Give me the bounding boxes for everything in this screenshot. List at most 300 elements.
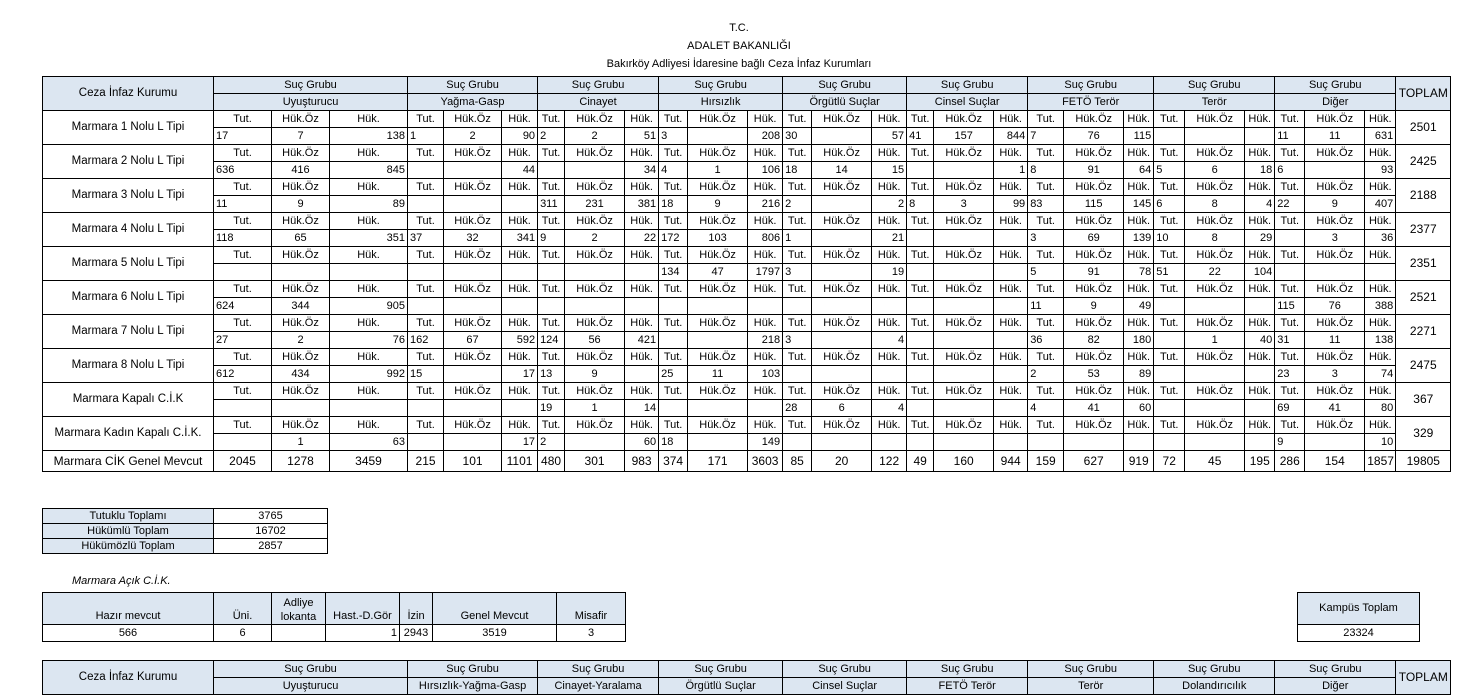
sub-header-1: Hük.Öz [444, 281, 502, 298]
value-cell: 40 [1245, 332, 1275, 349]
value-cell: 76 [330, 332, 408, 349]
row-institution-name: Marmara 8 Nolu L Tipi [43, 349, 214, 383]
row-institution-name: Marmara 1 Nolu L Tipi [43, 111, 214, 145]
value-cell [408, 264, 444, 281]
row-total: 329 [1396, 417, 1451, 451]
kampus-table [1297, 592, 1420, 642]
value-cell: 44 [502, 162, 538, 179]
value-cell: 2 [565, 128, 625, 145]
sub-header-1: Hük.Öz [565, 247, 625, 264]
sub-header-1: Hük.Öz [934, 417, 994, 434]
sub-header-1: Hük.Öz [1064, 213, 1124, 230]
value-cell [1185, 400, 1245, 417]
value-cell: 9 [688, 196, 748, 213]
group-header-label: Suç Grubu [783, 77, 907, 94]
value-cell [1365, 264, 1396, 281]
sub-header-0: Tut. [907, 213, 934, 230]
general-value: 154 [1305, 451, 1365, 472]
value-cell: 28 [783, 400, 812, 417]
sub-header-0: Tut. [659, 111, 688, 128]
sub-header-2: Hük. [502, 145, 538, 162]
value-cell: 11 [1275, 128, 1305, 145]
value-cell: 115 [1275, 298, 1305, 315]
row-institution-name: Marmara 7 Nolu L Tipi [43, 315, 214, 349]
sub-header-1: Hük.Öz [272, 145, 330, 162]
value-cell: 624 [214, 298, 272, 315]
value-cell [565, 264, 625, 281]
sub-header-0: Tut. [1275, 247, 1305, 264]
value-cell: 231 [565, 196, 625, 213]
value-cell: 41 [907, 128, 934, 145]
value-cell: 8 [1185, 230, 1245, 247]
value-cell: 2 [272, 332, 330, 349]
group-header-label: Suç Grubu [1028, 661, 1154, 678]
header-tc: T.C. [729, 22, 749, 34]
sub-header-0: Tut. [408, 179, 444, 196]
sub-header-0: Tut. [907, 417, 934, 434]
sub-header-1: Hük.Öz [1305, 111, 1365, 128]
sub-header-2: Hük. [872, 213, 907, 230]
value-cell: 11 [688, 366, 748, 383]
sub-header-1: Hük.Öz [934, 179, 994, 196]
sub-header-2: Hük. [1365, 349, 1396, 366]
sub-header-0: Tut. [1154, 247, 1185, 264]
value-cell: 76 [1064, 128, 1124, 145]
value-cell [688, 332, 748, 349]
value-cell: 218 [748, 332, 783, 349]
value-cell: 14 [812, 162, 872, 179]
sub-header-2: Hük. [872, 315, 907, 332]
value-cell [408, 298, 444, 315]
row-total: 2271 [1396, 315, 1451, 349]
value-cell: 9 [565, 366, 625, 383]
sub-header-1: Hük.Öz [688, 111, 748, 128]
sub-header-0: Tut. [408, 111, 444, 128]
sub-header-0: Tut. [1154, 281, 1185, 298]
general-value: 374 [659, 451, 688, 472]
sub-header-1: Hük.Öz [688, 349, 748, 366]
acik-head-hast: Hast.-D.Gör [326, 593, 400, 625]
sub-header-1: Hük.Öz [565, 179, 625, 196]
value-cell: 18 [1245, 162, 1275, 179]
value-cell: 22 [1275, 196, 1305, 213]
group-header-label: Suç Grubu [408, 77, 538, 94]
general-value: 3459 [330, 451, 408, 472]
acik-val-genel: 3519 [433, 625, 557, 642]
sub-header-2: Hük. [1365, 315, 1396, 332]
value-cell: 1 [688, 162, 748, 179]
general-value: 1101 [502, 451, 538, 472]
value-cell: 631 [1365, 128, 1396, 145]
sub-header-0: Tut. [214, 349, 272, 366]
value-cell: 67 [444, 332, 502, 349]
value-cell [872, 366, 907, 383]
value-cell: 91 [1064, 264, 1124, 281]
group-header-2: Cinayet [538, 94, 659, 111]
value-cell [659, 298, 688, 315]
sub-header-1: Hük.Öz [812, 247, 872, 264]
value-cell: 4 [659, 162, 688, 179]
sub-header-1: Hük.Öz [934, 213, 994, 230]
value-cell: 416 [272, 162, 330, 179]
sub-header-1: Hük.Öz [934, 315, 994, 332]
sub-header-2: Hük. [330, 145, 408, 162]
sub-header-0: Tut. [1028, 111, 1064, 128]
value-cell: 344 [272, 298, 330, 315]
general-value: 159 [1028, 451, 1064, 472]
value-cell [538, 298, 565, 315]
sub-header-2: Hük. [1124, 213, 1154, 230]
sub-header-0: Tut. [1154, 179, 1185, 196]
value-cell [1154, 128, 1185, 145]
general-total: 19805 [1396, 451, 1451, 472]
sub-header-2: Hük. [872, 111, 907, 128]
group-header-0: Uyuşturucu [214, 678, 408, 695]
general-value: 1857 [1365, 451, 1396, 472]
value-cell: 3 [783, 332, 812, 349]
value-cell: 138 [330, 128, 408, 145]
value-cell: 18 [659, 434, 688, 451]
value-cell [1245, 366, 1275, 383]
sub-header-2: Hük. [502, 111, 538, 128]
sub-header-0: Tut. [783, 213, 812, 230]
value-cell [1185, 128, 1245, 145]
sub-header-0: Tut. [1154, 111, 1185, 128]
sub-header-1: Hük.Öz [1185, 179, 1245, 196]
general-value: 286 [1275, 451, 1305, 472]
sub-header-2: Hük. [1365, 383, 1396, 400]
value-cell: 162 [408, 332, 444, 349]
value-cell [783, 366, 812, 383]
sub-header-0: Tut. [907, 145, 934, 162]
sub-header-1: Hük.Öz [1305, 179, 1365, 196]
value-cell: 91 [1064, 162, 1124, 179]
sub-header-1: Hük.Öz [1185, 349, 1245, 366]
value-cell [872, 298, 907, 315]
summary-label: Hükümlü Toplam [43, 524, 214, 539]
sub-header-0: Tut. [907, 281, 934, 298]
value-cell: 23 [1275, 366, 1305, 383]
sub-header-1: Hük.Öz [272, 111, 330, 128]
sub-header-1: Hük.Öz [1185, 247, 1245, 264]
value-cell: 2 [444, 128, 502, 145]
value-cell [1154, 298, 1185, 315]
sub-header-0: Tut. [1028, 247, 1064, 264]
sub-header-0: Tut. [783, 281, 812, 298]
value-cell [783, 298, 812, 315]
value-cell: 106 [748, 162, 783, 179]
sub-header-0: Tut. [1028, 383, 1064, 400]
value-cell [1154, 434, 1185, 451]
sub-header-2: Hük. [502, 383, 538, 400]
group-header-label: Suç Grubu [538, 661, 659, 678]
sub-header-1: Hük.Öz [1064, 383, 1124, 400]
value-cell: 388 [1365, 298, 1396, 315]
value-cell: 1 [565, 400, 625, 417]
general-value: 195 [1245, 451, 1275, 472]
sub-header-0: Tut. [907, 349, 934, 366]
value-cell: 74 [1365, 366, 1396, 383]
sub-header-2: Hük. [1245, 179, 1275, 196]
sub-header-2: Hük. [994, 213, 1028, 230]
value-cell: 89 [330, 196, 408, 213]
value-cell: 208 [748, 128, 783, 145]
value-cell: 47 [688, 264, 748, 281]
value-cell: 1 [272, 434, 330, 451]
sub-header-2: Hük. [502, 417, 538, 434]
value-cell: 31 [1275, 332, 1305, 349]
acik-head-lokanta: Adliye lokanta [272, 593, 326, 625]
sub-header-0: Tut. [783, 383, 812, 400]
group-header-label: Suç Grubu [408, 661, 538, 678]
group-header-label: Suç Grubu [659, 661, 783, 678]
sub-header-1: Hük.Öz [812, 383, 872, 400]
sub-header-1: Hük.Öz [1064, 179, 1124, 196]
sub-header-1: Hük.Öz [688, 247, 748, 264]
summary-value: 2857 [214, 539, 328, 554]
value-cell: 5 [1028, 264, 1064, 281]
sub-header-1: Hük.Öz [1185, 417, 1245, 434]
acik-val-izin: 2943 [400, 625, 433, 642]
value-cell: 5 [1154, 162, 1185, 179]
value-cell: 93 [1365, 162, 1396, 179]
acik-head-hazir: Hazır mevcut [43, 593, 214, 625]
sub-header-1: Hük.Öz [934, 111, 994, 128]
value-cell: 60 [1124, 400, 1154, 417]
value-cell: 13 [538, 366, 565, 383]
value-cell: 63 [330, 434, 408, 451]
sub-header-2: Hük. [1245, 417, 1275, 434]
sub-header-1: Hük.Öz [812, 179, 872, 196]
sub-header-0: Tut. [1028, 213, 1064, 230]
sub-header-0: Tut. [659, 247, 688, 264]
sub-header-1: Hük.Öz [1305, 247, 1365, 264]
sub-header-1: Hük.Öz [1185, 111, 1245, 128]
sub-header-1: Hük.Öz [565, 315, 625, 332]
acik-head-misafir: Misafir [557, 593, 626, 625]
value-cell: 64 [1124, 162, 1154, 179]
sub-header-0: Tut. [214, 213, 272, 230]
sub-header-1: Hük.Öz [565, 111, 625, 128]
sub-header-1: Hük.Öz [1185, 281, 1245, 298]
sub-header-2: Hük. [748, 383, 783, 400]
value-cell: 2 [872, 196, 907, 213]
sub-header-2: Hük. [1124, 349, 1154, 366]
row-total: 2475 [1396, 349, 1451, 383]
sub-header-1: Hük.Öz [934, 281, 994, 298]
group-header-label: Suç Grubu [907, 77, 1028, 94]
sub-header-1: Hük.Öz [444, 315, 502, 332]
sub-header-0: Tut. [659, 179, 688, 196]
row-institution-name: Marmara 2 Nolu L Tipi [43, 145, 214, 179]
sub-header-0: Tut. [538, 213, 565, 230]
value-cell [444, 400, 502, 417]
sub-header-0: Tut. [659, 349, 688, 366]
summary-label: Tutuklu Toplamı [43, 509, 214, 524]
sub-header-2: Hük. [502, 315, 538, 332]
sub-header-0: Tut. [214, 179, 272, 196]
value-cell: 341 [502, 230, 538, 247]
value-cell: 1 [408, 128, 444, 145]
value-cell [565, 298, 625, 315]
general-name: Marmara CİK Genel Mevcut [43, 451, 214, 472]
value-cell [994, 400, 1028, 417]
value-cell: 80 [1365, 400, 1396, 417]
sub-header-0: Tut. [214, 315, 272, 332]
value-cell [994, 230, 1028, 247]
sub-header-1: Hük.Öz [812, 213, 872, 230]
value-cell [625, 264, 659, 281]
row-total: 2351 [1396, 247, 1451, 281]
value-cell [994, 434, 1028, 451]
general-value: 49 [907, 451, 934, 472]
group-header-3: Örgütlü Suçlar [659, 678, 783, 695]
sub-header-0: Tut. [659, 213, 688, 230]
col-header-institution: Ceza İnfaz Kurumu [43, 661, 214, 695]
sub-header-1: Hük.Öz [272, 349, 330, 366]
sub-header-2: Hük. [330, 247, 408, 264]
value-cell: 51 [625, 128, 659, 145]
sub-header-2: Hük. [502, 349, 538, 366]
sub-header-0: Tut. [1275, 349, 1305, 366]
general-value: 101 [444, 451, 502, 472]
sub-header-1: Hük.Öz [688, 315, 748, 332]
value-cell [1305, 162, 1365, 179]
value-cell: 6 [1275, 162, 1305, 179]
sub-header-2: Hük. [994, 247, 1028, 264]
sub-header-2: Hük. [330, 383, 408, 400]
value-cell [934, 400, 994, 417]
sub-header-0: Tut. [214, 383, 272, 400]
value-cell: 6 [1185, 162, 1245, 179]
value-cell [934, 298, 994, 315]
value-cell [444, 264, 502, 281]
summary-value: 3765 [214, 509, 328, 524]
value-cell: 8 [1028, 162, 1064, 179]
sub-header-1: Hük.Öz [688, 281, 748, 298]
value-cell: 78 [1124, 264, 1154, 281]
value-cell [444, 366, 502, 383]
value-cell: 53 [1064, 366, 1124, 383]
sub-header-2: Hük. [994, 111, 1028, 128]
sub-header-2: Hük. [748, 315, 783, 332]
acik-head-uni: Üni. [214, 593, 272, 625]
sub-header-2: Hük. [748, 145, 783, 162]
value-cell [538, 162, 565, 179]
sub-header-2: Hük. [1245, 315, 1275, 332]
sub-header-1: Hük.Öz [812, 349, 872, 366]
value-cell: 104 [1245, 264, 1275, 281]
value-cell [444, 196, 502, 213]
sub-header-1: Hük.Öz [812, 145, 872, 162]
value-cell: 1 [783, 230, 812, 247]
sub-header-0: Tut. [783, 111, 812, 128]
value-cell [934, 332, 994, 349]
value-cell [1305, 434, 1365, 451]
sub-header-0: Tut. [538, 315, 565, 332]
value-cell: 3 [1305, 366, 1365, 383]
value-cell [1124, 434, 1154, 451]
sub-header-2: Hük. [1365, 111, 1396, 128]
general-value: 1278 [272, 451, 330, 472]
sub-header-0: Tut. [538, 417, 565, 434]
value-cell: 9 [538, 230, 565, 247]
row-total: 2521 [1396, 281, 1451, 315]
row-institution-name: Marmara Kapalı C.İ.K [43, 383, 214, 417]
value-cell [907, 434, 934, 451]
header-ministry: ADALET BAKANLIĞI [687, 40, 791, 52]
sub-header-2: Hük. [1365, 247, 1396, 264]
sub-header-1: Hük.Öz [688, 417, 748, 434]
sub-header-1: Hük.Öz [1064, 247, 1124, 264]
sub-header-2: Hük. [872, 383, 907, 400]
sub-header-1: Hük.Öz [1305, 281, 1365, 298]
value-cell: 18 [783, 162, 812, 179]
value-cell [994, 366, 1028, 383]
value-cell: 216 [748, 196, 783, 213]
acik-head-izin: İzin [400, 593, 433, 625]
group-header-label: Suç Grubu [1275, 661, 1396, 678]
value-cell: 27 [214, 332, 272, 349]
sub-header-2: Hük. [994, 383, 1028, 400]
sub-header-0: Tut. [408, 213, 444, 230]
row-total: 367 [1396, 383, 1451, 417]
summary-label: Hükümözlü Toplam [43, 539, 214, 554]
sub-header-2: Hük. [625, 145, 659, 162]
value-cell: 2 [565, 230, 625, 247]
value-cell: 180 [1124, 332, 1154, 349]
sub-header-1: Hük.Öz [565, 417, 625, 434]
value-cell [812, 230, 872, 247]
group-header-label: Suç Grubu [214, 77, 408, 94]
sub-header-1: Hük.Öz [812, 315, 872, 332]
value-cell [872, 434, 907, 451]
sub-header-2: Hük. [502, 281, 538, 298]
value-cell [907, 264, 934, 281]
value-cell: 7 [1028, 128, 1064, 145]
sub-header-0: Tut. [538, 179, 565, 196]
group-header-label: Suç Grubu [1154, 77, 1275, 94]
group-header-8: Diğer [1275, 94, 1396, 111]
value-cell [625, 298, 659, 315]
sub-header-0: Tut. [1028, 145, 1064, 162]
sub-header-0: Tut. [408, 247, 444, 264]
value-cell: 905 [330, 298, 408, 315]
general-value: 20 [812, 451, 872, 472]
value-cell [934, 434, 994, 451]
value-cell: 421 [625, 332, 659, 349]
value-cell: 612 [214, 366, 272, 383]
value-cell: 4 [1245, 196, 1275, 213]
value-cell: 69 [1275, 400, 1305, 417]
sub-header-0: Tut. [1028, 179, 1064, 196]
sub-header-1: Hük.Öz [688, 145, 748, 162]
value-cell: 844 [994, 128, 1028, 145]
value-cell [565, 162, 625, 179]
sub-header-2: Hük. [502, 179, 538, 196]
sub-header-0: Tut. [538, 111, 565, 128]
row-institution-name: Marmara 4 Nolu L Tipi [43, 213, 214, 247]
value-cell: 11 [214, 196, 272, 213]
sub-header-2: Hük. [1365, 281, 1396, 298]
sub-header-0: Tut. [783, 417, 812, 434]
sub-header-1: Hük.Öz [565, 281, 625, 298]
value-cell [272, 400, 330, 417]
acik-val-uni: 6 [214, 625, 272, 642]
value-cell [934, 264, 994, 281]
value-cell [444, 298, 502, 315]
value-cell: 41 [1064, 400, 1124, 417]
